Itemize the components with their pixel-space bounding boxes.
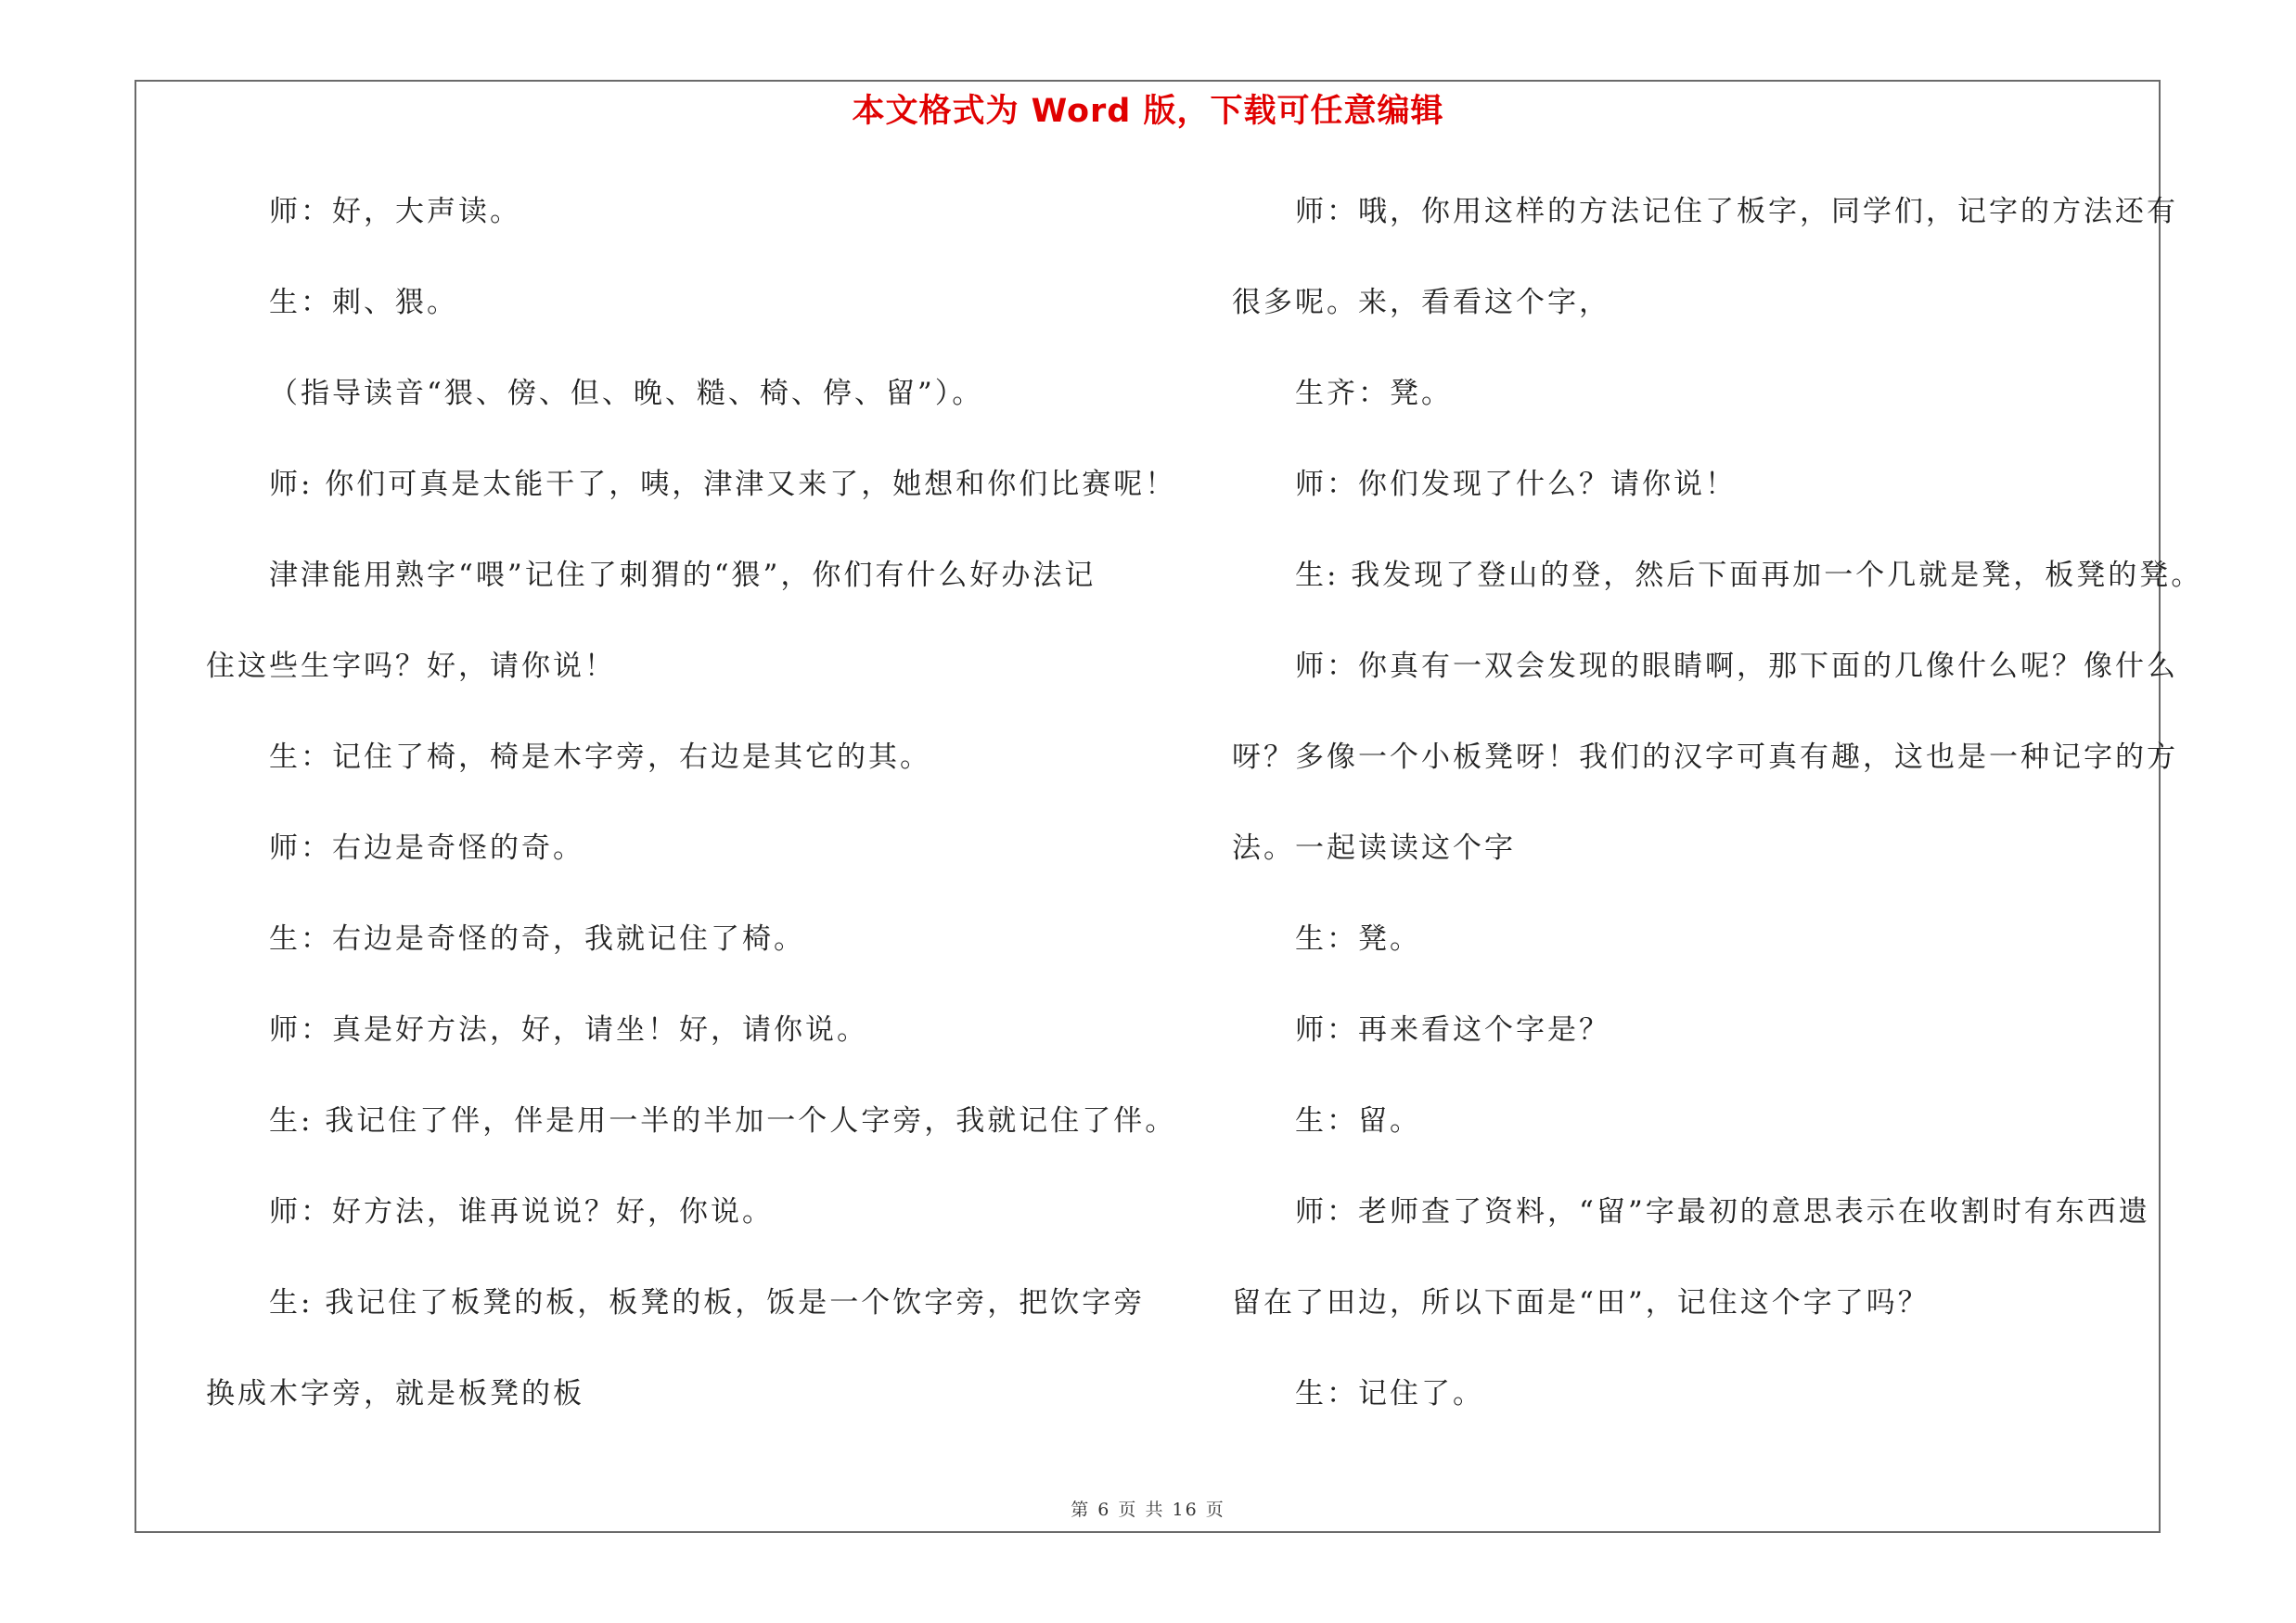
- left-line-7: 生：记住了椅，椅是木字旁，右边是其它的其。: [269, 741, 931, 774]
- right-line-4: 师：你们发现了什么？请你说！: [1295, 468, 1737, 501]
- left-line-4: 师: 你们可真是太能干了，咦，津津又来了，她想和你们比赛呢！: [269, 468, 1177, 501]
- right-line-3: 生齐：凳。: [1295, 377, 1453, 410]
- right-line-1: 师：哦，你用这样的方法记住了板字，同学们，记字的方法还有: [1295, 195, 2178, 228]
- left-line-5: 津津能用熟字“喂”记住了刺猬的“猥”，你们有什么好办法记: [269, 559, 1097, 592]
- left-line-6: 住这些生字吗？好，请你说！: [206, 650, 616, 683]
- header-banner: 本文格式为 Word 版，下载可任意编辑: [852, 93, 1444, 130]
- left-line-1: 师：好，大声读。: [269, 195, 521, 228]
- left-line-9: 生：右边是奇怪的奇，我就记住了椅。: [269, 922, 805, 956]
- right-line-5: 生: 我发现了登山的登，然后下面再加一个几就是凳，板凳的凳。: [1295, 559, 2203, 592]
- right-line-10: 师：再来看这个字是？: [1295, 1013, 1610, 1047]
- left-line-3: （指导读音“猥、傍、但、晚、糙、椅、停、留”）。: [269, 377, 984, 410]
- left-line-8: 师：右边是奇怪的奇。: [269, 831, 584, 865]
- right-line-7: 呀？多像一个小板凳呀！我们的汉字可真有趣，这也是一种记字的方: [1232, 741, 2178, 774]
- right-line-11: 生：留。: [1295, 1104, 1421, 1138]
- left-line-14: 换成木字旁，就是板凳的板: [206, 1377, 584, 1410]
- right-line-9: 生：凳。: [1295, 922, 1421, 956]
- page-number-footer: 第 6 页 共 16 页: [1071, 1500, 1225, 1520]
- right-line-2: 很多呢。来，看看这个字，: [1232, 286, 1610, 319]
- left-line-13: 生: 我记住了板凳的板，板凳的板，饭是一个饮字旁，把饮字旁: [269, 1286, 1146, 1320]
- right-line-6: 师：你真有一双会发现的眼睛啊，那下面的几像什么呢？像什么: [1295, 650, 2178, 683]
- left-line-11: 生: 我记住了伴，伴是用一半的半加一个人字旁，我就记住了伴。: [269, 1104, 1177, 1138]
- left-line-2: 生：刺、猥。: [269, 286, 458, 319]
- left-line-10: 师：真是好方法，好，请坐！好，请你说。: [269, 1013, 868, 1047]
- right-line-13: 留在了田边，所以下面是“田”，记住这个字了吗？: [1232, 1286, 1930, 1320]
- right-line-12: 师：老师查了资料，“留”字最初的意思表示在收割时有东西遗: [1295, 1195, 2150, 1229]
- right-line-8: 法。一起读读这个字: [1232, 831, 1516, 865]
- right-line-14: 生：记住了。: [1295, 1377, 1484, 1410]
- left-line-12: 师：好方法，谁再说说？好，你说。: [269, 1195, 774, 1229]
